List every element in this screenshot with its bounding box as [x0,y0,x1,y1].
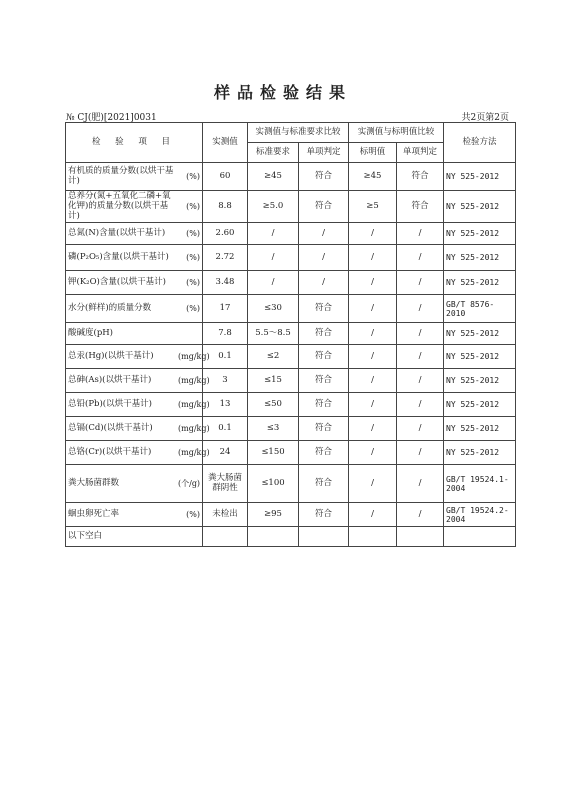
item-name: 总养分(氮+五氧化二磷+氧化钾)的质量分数(以烘干基计) [68,191,171,221]
item-unit: (个/g) [178,479,201,489]
measured-value-cell: 60 [203,163,248,191]
header-method: 检验方法 [444,123,516,163]
measured-value-cell: 7.8 [203,323,248,345]
item-name: 磷(P₂O₅)含量(以烘干基计) [68,251,169,262]
header-label-judgement: 单项判定 [397,143,444,163]
footer-empty-cell [203,527,248,547]
label-value-cell: / [349,223,397,245]
method-cell: NY 525-2012 [444,417,516,441]
table-row [66,163,516,191]
method-cell: NY 525-2012 [444,323,516,345]
footer-empty-cell [397,527,444,547]
item-name: 总铅(Pb)(以烘干基计) [68,398,152,409]
label-judgement-cell: / [397,223,444,245]
table-row [66,191,516,223]
measured-value-cell: 13 [203,393,248,417]
table-row [66,245,516,271]
measured-value-cell: 17 [203,295,248,323]
label-value-cell: / [349,417,397,441]
label-value-cell: / [349,393,397,417]
standard-judgement-cell: / [299,245,349,271]
method-cell: GB/T 8576-2010 [444,295,516,323]
label-judgement-cell: / [397,393,444,417]
table-row [66,345,516,369]
item-cell [66,323,203,345]
method-cell: NY 525-2012 [444,441,516,465]
item-name: 有机质的质量分数(以烘干基计) [68,165,174,186]
item-name: 蛔虫卵死亡率 [68,508,120,519]
item-name: 总镉(Cd)(以烘干基计) [68,422,153,433]
item-cell [66,271,203,295]
standard-requirement-cell: ≥95 [248,503,299,527]
standard-judgement-cell: 符合 [299,191,349,223]
item-cell [66,191,203,223]
item-cell [66,295,203,323]
standard-requirement-cell: ≤2 [248,345,299,369]
standard-judgement-cell: 符合 [299,345,349,369]
label-judgement-cell: / [397,503,444,527]
standard-requirement-cell: / [248,245,299,271]
label-value-cell: / [349,369,397,393]
footer-empty-cell [349,527,397,547]
item-cell [66,369,210,393]
item-cell [66,417,210,441]
label-value-cell: / [349,441,397,465]
measured-value-cell: 0.1 [203,417,248,441]
standard-judgement-cell: 符合 [299,441,349,465]
footer-note: 以下空白 [66,527,203,547]
page-info: 共2页第2页 [461,113,509,123]
header-standard-judgement: 单项判定 [299,143,349,163]
header-measured: 实测值 [203,123,248,163]
standard-requirement-cell: ≤150 [248,441,299,465]
label-value-cell: / [349,503,397,527]
label-judgement-cell: / [397,465,444,503]
results-table [65,122,516,547]
method-cell: NY 525-2012 [444,271,516,295]
standard-requirement-cell: ≥45 [248,163,299,191]
label-value-cell: / [349,271,397,295]
method-cell: NY 525-2012 [444,191,516,223]
document-number: № CJ(肥)[2021]0031 [66,113,157,123]
label-judgement-cell: / [397,345,444,369]
item-name: 总汞(Hg)(以烘干基计) [68,350,154,361]
item-unit: (%) [186,202,200,212]
table-row [66,393,516,417]
results-body [66,163,516,527]
item-name: 总砷(As)(以烘干基计) [68,374,152,385]
measured-value-cell: 粪大肠菌群阴性 [203,465,248,503]
item-cell [66,345,210,369]
item-unit: (mg/kg) [178,376,210,386]
item-unit: (mg/kg) [178,400,210,410]
item-name: 粪大肠菌群数 [68,477,120,488]
measured-value-cell: 0.1 [203,345,248,369]
table-row [66,223,516,245]
item-unit: (mg/kg) [178,352,210,362]
standard-judgement-cell: / [299,223,349,245]
table-row [66,441,516,465]
item-unit: (%) [186,253,200,263]
label-value-cell: ≥5 [349,191,397,223]
header-standard-compare: 实测值与标准要求比较 [248,123,349,143]
label-value-cell: / [349,465,397,503]
method-cell: NY 525-2012 [444,223,516,245]
standard-judgement-cell: 符合 [299,369,349,393]
standard-requirement-cell: / [248,271,299,295]
item-unit: (%) [186,510,200,520]
item-unit: (%) [186,171,200,181]
label-judgement-cell: / [397,417,444,441]
standard-judgement-cell: 符合 [299,295,349,323]
standard-requirement-cell: ≤30 [248,295,299,323]
standard-judgement-cell: 符合 [299,465,349,503]
label-judgement-cell: 符合 [397,163,444,191]
label-judgement-cell: / [397,245,444,271]
item-name: 总氮(N)含量(以烘干基计) [68,227,166,238]
label-value-cell: ≥45 [349,163,397,191]
measured-value-cell: 2.60 [203,223,248,245]
measured-value-cell: 3.48 [203,271,248,295]
standard-requirement-cell: / [248,223,299,245]
method-cell: NY 525-2012 [444,163,516,191]
measured-value-cell: 2.72 [203,245,248,271]
table-row [66,465,516,503]
measured-value-cell: 3 [203,369,248,393]
header-item: 检 验 项 目 [66,123,203,163]
item-cell [66,245,203,271]
footer-empty-cell [299,527,349,547]
standard-requirement-cell: ≥5.0 [248,191,299,223]
standard-judgement-cell: 符合 [299,503,349,527]
table-row [66,369,516,393]
item-unit: (%) [186,229,200,239]
table-row [66,503,516,527]
item-cell [66,465,203,503]
footer-empty-cell [248,527,299,547]
header-label-value: 标明值 [349,143,397,163]
method-cell: GB/T 19524.1-2004 [444,465,516,503]
label-judgement-cell: / [397,271,444,295]
label-value-cell: / [349,295,397,323]
label-judgement-cell: / [397,369,444,393]
standard-judgement-cell: 符合 [299,417,349,441]
standard-requirement-cell: 5.5～8.5 [248,323,299,345]
table-row [66,271,516,295]
item-cell [66,441,210,465]
method-cell: NY 525-2012 [444,245,516,271]
measured-value-cell: 未检出 [203,503,248,527]
standard-requirement-cell: ≤3 [248,417,299,441]
page-title: 样品检验结果 [213,83,352,102]
item-unit: (%) [186,278,200,288]
standard-requirement-cell: ≤50 [248,393,299,417]
table-row [66,295,516,323]
item-name: 水分(鲜样)的质量分数 [68,302,152,313]
standard-judgement-cell: 符合 [299,163,349,191]
method-cell: GB/T 19524.2-2004 [444,503,516,527]
label-value-cell: / [349,323,397,345]
item-cell [66,163,203,191]
item-name: 总铬(Cr)(以烘干基计) [68,446,152,457]
method-cell: NY 525-2012 [444,393,516,417]
item-name: 酸碱度(pH) [68,327,113,338]
method-cell: NY 525-2012 [444,369,516,393]
item-unit: (mg/kg) [178,424,210,434]
item-cell [66,223,203,245]
standard-requirement-cell: ≤15 [248,369,299,393]
item-cell [66,393,210,417]
table-row [66,323,516,345]
label-judgement-cell: / [397,441,444,465]
standard-judgement-cell: / [299,271,349,295]
label-value-cell: / [349,245,397,271]
standard-requirement-cell: ≤100 [248,465,299,503]
standard-judgement-cell: 符合 [299,393,349,417]
standard-judgement-cell: 符合 [299,323,349,345]
item-unit: (%) [186,304,200,314]
table-row [66,417,516,441]
method-cell: NY 525-2012 [444,345,516,369]
item-name: 钾(K₂O)含量(以烘干基计) [68,276,166,287]
footer-empty-cell [444,527,516,547]
item-unit: (mg/kg) [178,448,210,458]
label-value-cell: / [349,345,397,369]
header-label-compare: 实测值与标明值比较 [349,123,444,143]
measured-value-cell: 24 [203,441,248,465]
label-judgement-cell: 符合 [397,191,444,223]
measured-value-cell: 8.8 [203,191,248,223]
label-judgement-cell: / [397,295,444,323]
header-standard-requirement: 标准要求 [248,143,299,163]
item-cell [66,503,203,527]
label-judgement-cell: / [397,323,444,345]
